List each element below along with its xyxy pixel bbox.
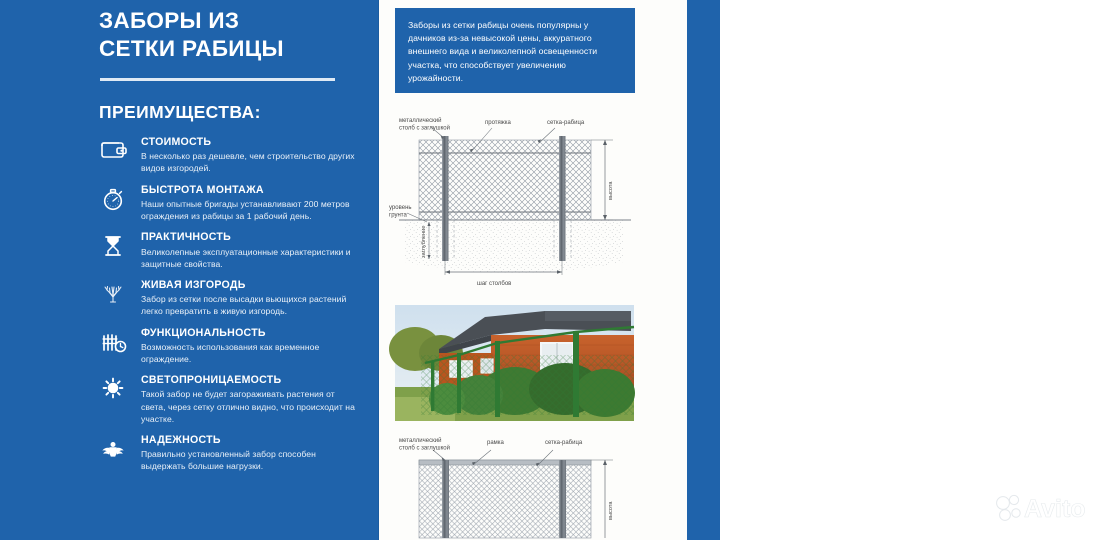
advantage-desc: Правильно установленный забор способен выдержать большие нагрузки. xyxy=(141,449,316,472)
diagram-label-post-line1: металлический xyxy=(399,118,442,124)
page-title xyxy=(99,7,359,63)
page-title-line1: ЗАБОРЫ ИЗ xyxy=(99,8,240,33)
advantage-item-practicality xyxy=(99,231,361,270)
diagram2-label-mesh: сетка-рабица xyxy=(545,440,583,446)
advantage-title: БЫСТРОТА МОНТАЖА xyxy=(141,183,264,196)
bush-icon xyxy=(99,280,129,308)
fence-diagram-top xyxy=(387,112,659,292)
advantages-heading: ПРЕИМУЩЕСТВА: xyxy=(99,102,261,122)
wallet-icon xyxy=(99,137,129,165)
advantage-item-functionality xyxy=(99,327,361,366)
diagram-label-wire: протяжка xyxy=(485,120,511,126)
diagram-label-mesh: сетка-рабица xyxy=(547,120,585,126)
advantage-item-reliability xyxy=(99,434,361,473)
advantage-title: СТОИМОСТЬ xyxy=(141,136,212,148)
advantage-desc: В несколько раз дешевле, чем строительство других видов изгородей. xyxy=(141,151,355,174)
right-content-column xyxy=(379,0,1086,540)
advantage-desc: Великолепные эксплуатационные характеристики и защитные свойства. xyxy=(141,246,351,269)
title-divider xyxy=(100,78,335,81)
hourglass-icon xyxy=(99,232,129,260)
diagram-label-height: высота xyxy=(608,181,614,200)
diagram-label-ground-line2: грунта xyxy=(389,212,407,219)
fence-clock-icon xyxy=(99,328,129,356)
advantage-title: ФУНКЦИОНАЛЬНОСТЬ xyxy=(141,326,266,339)
right-blue-band xyxy=(687,0,720,540)
diagram-label-post-line2: столб с заглушкой xyxy=(399,125,450,132)
advantage-item-cost xyxy=(99,136,361,175)
diagram2-label-frame: рамка xyxy=(487,440,504,446)
advantage-desc: Наши опытные бригады устанавливают 200 метров ограждения из рабицы за 1 рабочий день. xyxy=(141,198,350,222)
diagram-label-step: шаг столбов xyxy=(477,281,512,287)
advantage-item-hedge xyxy=(99,279,361,318)
advantage-desc: Такой забор не будет загораживать растения от света, через сетку отлично видно, что происходит на участке. xyxy=(141,389,355,424)
sun-icon xyxy=(99,375,129,403)
diagram2-label-height: высота xyxy=(608,501,614,520)
avito-watermark xyxy=(991,489,1099,529)
diagram-label-depth: заглубление xyxy=(421,225,427,258)
left-blue-panel xyxy=(0,0,379,540)
diagram2-label-post-line1: металлический xyxy=(399,438,442,444)
advantage-item-speed xyxy=(99,184,361,223)
page-title-line2: СЕТКИ РАБИЦЫ xyxy=(99,35,284,61)
diagram-label-ground-line1: уровень xyxy=(389,205,412,211)
advantage-desc: Забор из сетки после высадки вьющихся растений легко превратить в живую изгородь. xyxy=(141,294,347,317)
intro-box xyxy=(395,8,635,93)
intro-text: Заборы из сетки рабицы очень популярны у дачников из-за невысокой цены, аккуратного внешнего вида и великолепной освещенности участка, что способствует увеличению урожайности. xyxy=(408,20,598,83)
advantage-title: СВЕТОПРОНИЦАЕМОСТЬ xyxy=(141,374,282,387)
muscle-icon xyxy=(99,435,129,463)
watermark-text: Avito xyxy=(1024,495,1086,523)
advantage-title: ПРАКТИЧНОСТЬ xyxy=(141,231,232,244)
fence-diagram-bottom xyxy=(387,432,659,540)
advantage-title: НАДЕЖНОСТЬ xyxy=(141,434,221,447)
stopwatch-icon xyxy=(99,185,129,213)
advantages-list xyxy=(99,136,361,482)
advantage-title: ЖИВАЯ ИЗГОРОДЬ xyxy=(141,278,246,291)
advantage-item-translucency xyxy=(99,374,361,425)
diagram2-label-post-line2: столб с заглушкой xyxy=(399,445,450,452)
advantage-desc: Возможность использования как временное ограждение. xyxy=(141,341,320,364)
fence-photo xyxy=(395,305,634,421)
